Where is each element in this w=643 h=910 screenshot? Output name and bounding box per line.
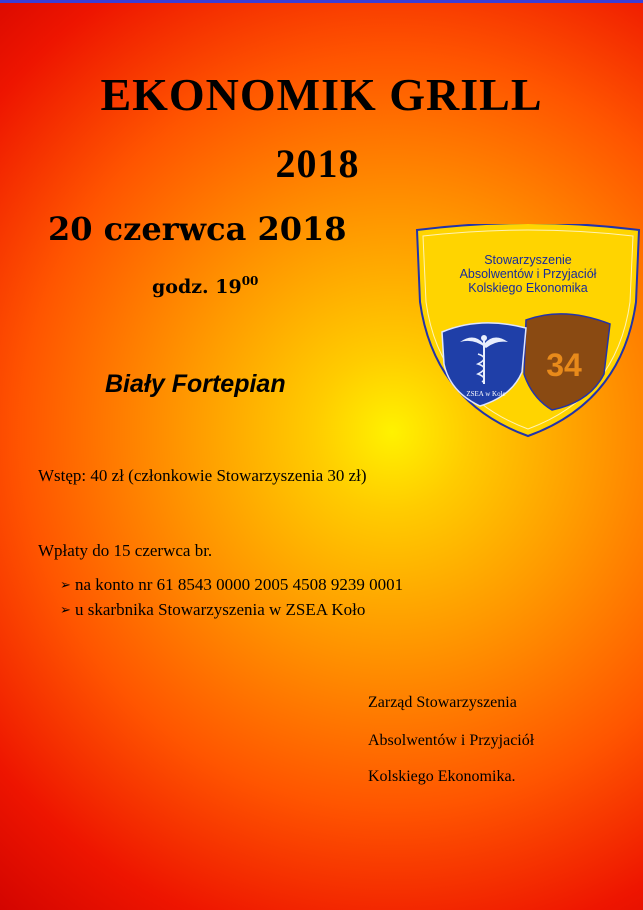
logo-line-1: Stowarzyszenie <box>484 253 572 267</box>
top-rule <box>0 0 643 3</box>
payment-option-account: na konto nr 61 8543 0000 2005 4508 9239 0001 <box>75 575 404 594</box>
event-time <box>152 276 258 298</box>
shield-text: ZSEA w Kole <box>466 390 506 398</box>
payment-option-treasurer: u skarbnika Stowarzyszenia w ZSEA Koło <box>75 600 366 619</box>
event-title: EKONOMIK GRILL <box>100 69 543 120</box>
payment-deadline: Wpłaty do 15 czerwca br. <box>38 541 213 560</box>
logo-caption <box>414 253 642 295</box>
list-item <box>60 575 403 600</box>
logo-line-2: Absolwentów i Przyjaciół <box>459 267 597 281</box>
payment-options-list <box>60 575 403 625</box>
shield-number: 34 <box>546 347 582 383</box>
event-venue: Biały Fortepian <box>105 370 286 398</box>
signature-line-1: Zarząd Stowarzyszenia <box>368 694 517 711</box>
signature-line-2: Absolwentów i Przyjaciół <box>368 732 535 749</box>
list-item <box>60 600 403 625</box>
arrow-bullet-icon: ➢ <box>60 602 71 617</box>
event-time-hour: godz. 19 <box>152 276 242 298</box>
signature-line-3: Kolskiego Ekonomika. <box>368 768 516 785</box>
event-time-minutes: 00 <box>241 274 259 288</box>
event-year: 2018 <box>275 141 360 186</box>
arrow-bullet-icon: ➢ <box>60 577 71 592</box>
event-date: 20 czerwca 2018 <box>48 210 347 248</box>
entry-fee: Wstęp: 40 zł (członkowie Stowarzyszenia 30 zł) <box>38 466 367 485</box>
logo-line-3: Kolskiego Ekonomika <box>468 281 588 295</box>
